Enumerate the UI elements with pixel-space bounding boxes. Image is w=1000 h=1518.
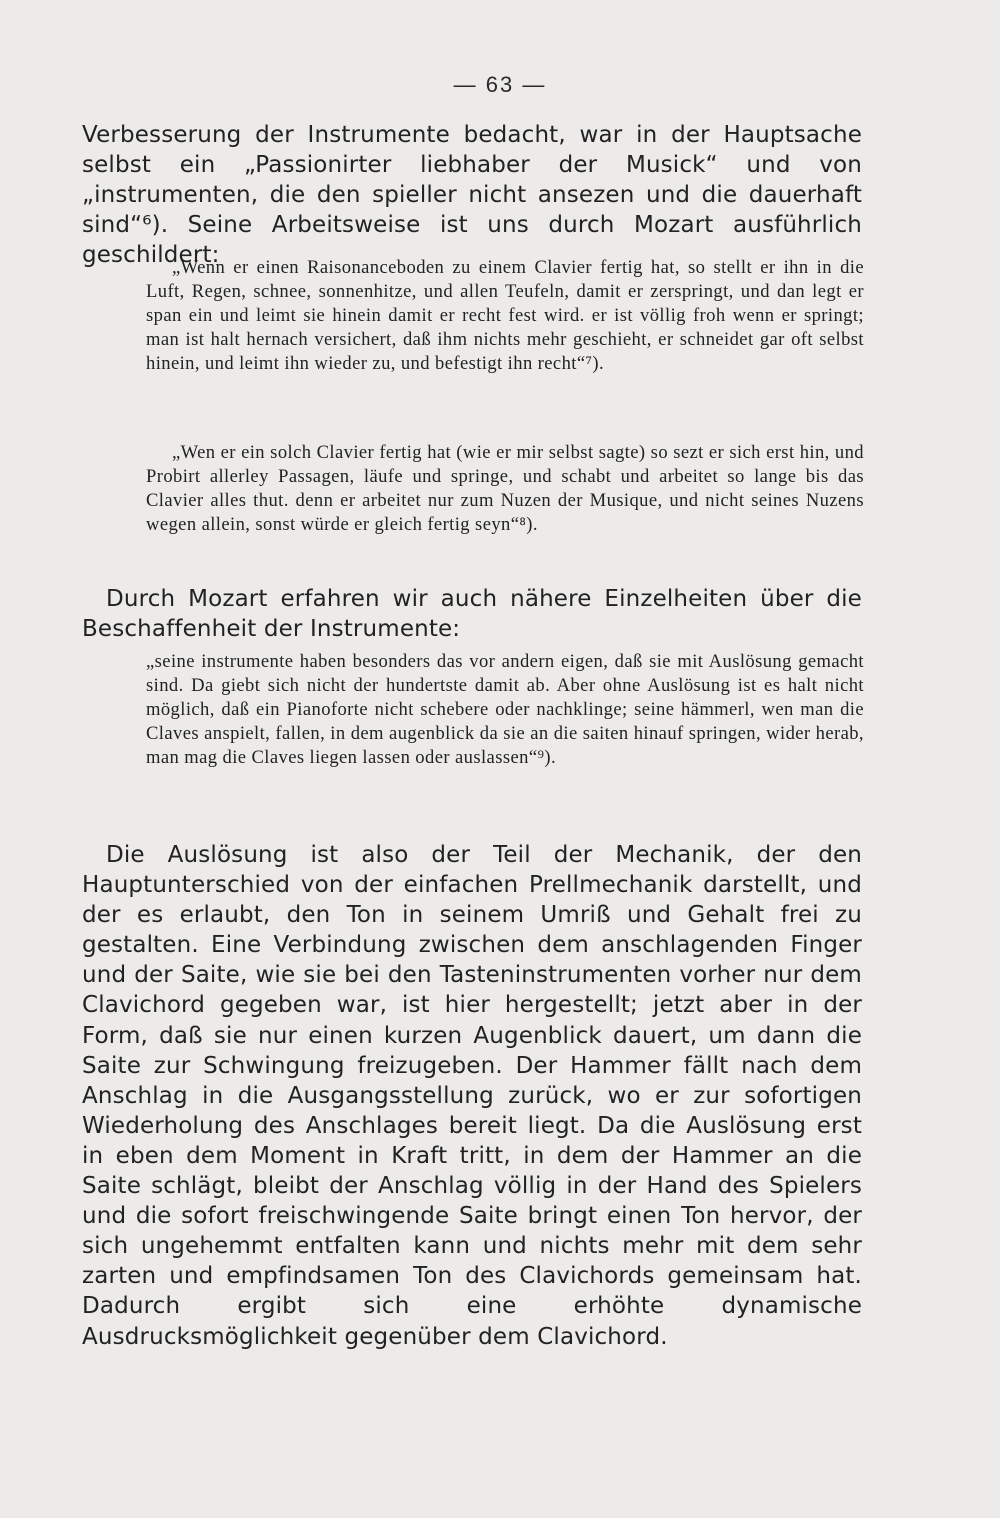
quote-clavier-fertig: „Wen er ein solch Clavier fertig hat (wie er mir selbst sagte) so sezt er sich erst hin, und Probirt allerley Passagen, läufe und springe, und schabt und arbeitet so lange bis das Clavier alles thut. denn er arbeitet nur zum Nuzen der Musique, und nicht seines Nuzens wegen allein, sonst würde er gleich fertig seyn“⁸). xyxy=(146,442,864,536)
paragraph-arbeitsweise: Verbesserung der Instrumente bedacht, war in der Hauptsache selbst ein „Passionirter liebhaber der Musick“ und von „instrumenten, die den spieller nicht ansezen und die dauerhaft sind“⁶). Seine Arbeitsweise ist uns durch Mozart ausführlich geschildert: xyxy=(82,122,862,269)
paragraph-mechanik: Die Auslösung ist also der Teil der Mechanik, der den Hauptunterschied von der einfachen Prellmechanik darstellt, und der es erlaubt, den Ton in seinem Umriß und Gehalt frei zu gestalten. Eine Verbindung zwischen dem anschlagenden Finger und der Saite, wie sie bei den Tasteninstrumenten vorher nur dem Clavichord gegeben war, ist hier hergestellt; jetzt aber in der Form, daß sie nur einen kurzen Augenblick dauert, um dann die Saite zur Schwingung freizugeben. Der Hammer fällt nach dem Anschlag in die Ausgangsstellung zurück, wo er zur sofortigen Wiederholung des Anschlages bereit liegt. Da die Auslösung erst in eben dem Moment in Kraft tritt, in dem der Hammer an die Saite schlägt, bleibt der Anschlag völlig in der Hand des Spielers und die sofort freischwingende Saite bringt einen Ton hervor, der sich ungehemmt entfalten kann und nichts mehr mit dem sehr zarten und empfindsamen Ton des Clavichords gemeinsam hat. Dadurch ergibt sich eine erhöhte dynamische Ausdrucksmöglichkeit gegenüber dem Clavichord. xyxy=(82,842,862,1350)
paragraph-beschaffenheit: Durch Mozart erfahren wir auch nähere Einzelheiten über die Beschaffenheit der Instrumente: xyxy=(82,586,862,643)
page-number: — 63 — xyxy=(453,72,547,97)
quote-ausloesung: „seine instrumente haben besonders das vor andern eigen, daß sie mit Auslösung gemacht sind. Da giebt sich nicht der hundertste damit ab. Aber ohne Auslösung ist es halt nicht möglich, daß ein Pianoforte nicht schebere oder nachklinge; seine hämmerl, wen man die Claves anspielt, fallen, in dem augenblick da sie an die saiten hinauf springen, wider herab, man mag die Claves liegen lassen oder auslassen“⁹). xyxy=(146,651,864,769)
quote-raisonanceboden: „Wenn er einen Raisonanceboden zu einem Clavier fertig hat, so stellt er ihn in die Luft, Regen, schnee, sonnenhitze, und allen Teufeln, damit er zerspringt, und dan legt er span ein und leimt sie hinein damit er recht fest wird. er ist völlig froh wenn er springt; man ist halt hernach versichert, daß ihm nichts mehr geschieht, er schneidet gar oft selbst hinein, und leimt ihn wieder zu, und befestigt ihn recht“⁷). xyxy=(146,257,864,375)
